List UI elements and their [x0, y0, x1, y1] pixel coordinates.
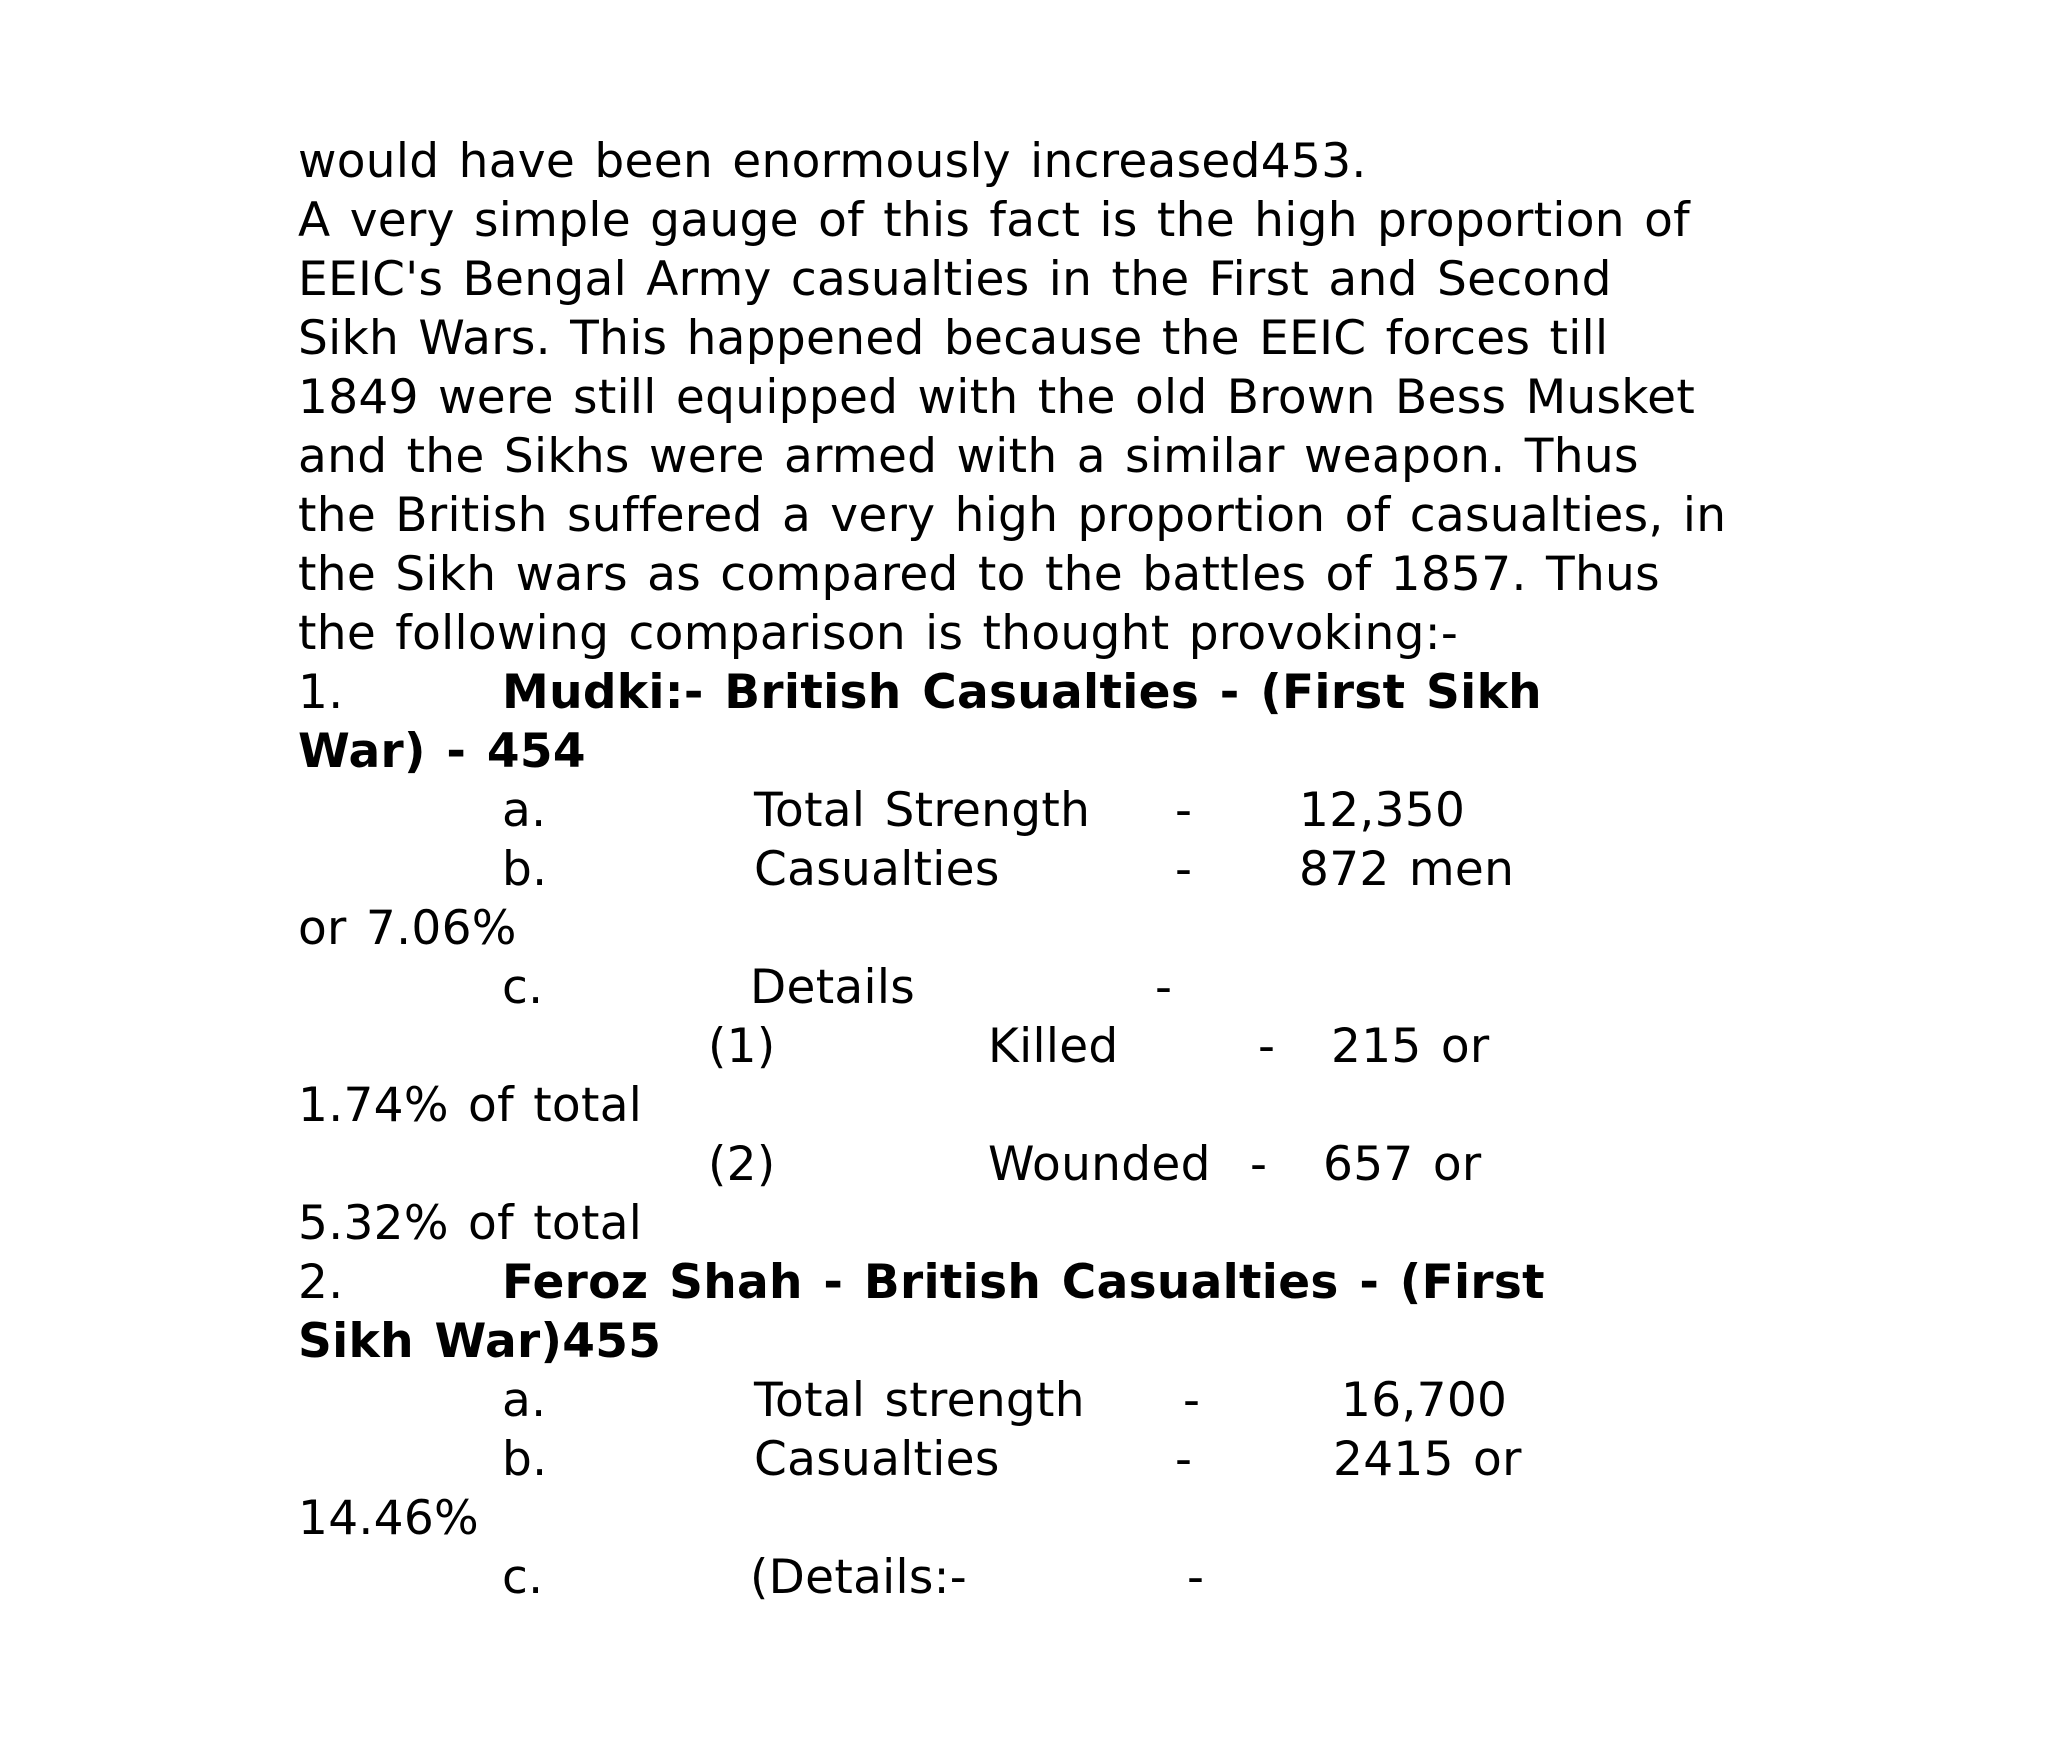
section-heading-continued: Sikh War)455: [298, 1314, 662, 1369]
detail-value-wrap: 5.32% of total: [298, 1196, 643, 1251]
paragraph-line: 1849 were still equipped with the old Brown Bess Musket: [298, 370, 1696, 425]
item-dash: -: [1175, 842, 1193, 897]
item-dash: -: [1187, 1550, 1205, 1605]
paragraph-line: and the Sikhs were armed with a similar weapon. Thus: [298, 429, 1639, 484]
detail-label: Killed: [988, 1019, 1119, 1074]
paragraph-line: Sikh Wars. This happened because the EEIC forces till: [298, 311, 1609, 366]
item-label: Total Strength: [754, 783, 1091, 838]
item-dash: -: [1175, 1432, 1193, 1487]
detail-value: 657 or: [1323, 1137, 1482, 1192]
item-letter: a.: [502, 783, 547, 838]
item-value: 12,350: [1299, 783, 1466, 838]
item-dash: -: [1155, 960, 1173, 1015]
item-letter: c.: [502, 1550, 544, 1605]
detail-value: 215 or: [1331, 1019, 1490, 1074]
section-number: 2.: [298, 1255, 344, 1310]
item-dash: -: [1183, 1373, 1201, 1428]
detail-value-wrap: 1.74% of total: [298, 1078, 643, 1133]
detail-dash: -: [1258, 1019, 1276, 1074]
item-value: 872 men: [1299, 842, 1515, 897]
item-letter: b.: [502, 1432, 548, 1487]
section-heading: Feroz Shah - British Casualties - (First: [502, 1255, 1545, 1310]
paragraph-line: would have been enormously increased453.: [298, 134, 1367, 189]
paragraph-line: A very simple gauge of this fact is the high proportion of: [298, 193, 1691, 248]
section-heading: Mudki:- British Casualties - (First Sikh: [502, 665, 1542, 720]
detail-number: (1): [708, 1019, 776, 1074]
item-letter: c.: [502, 960, 544, 1015]
paragraph-line: EEIC's Bengal Army casualties in the First and Second: [298, 252, 1612, 307]
item-letter: a.: [502, 1373, 547, 1428]
section-heading-continued: War) - 454: [298, 724, 586, 779]
paragraph-line: the Sikh wars as compared to the battles of 1857. Thus: [298, 547, 1660, 602]
detail-dash: -: [1250, 1137, 1268, 1192]
item-label: Details: [750, 960, 916, 1015]
item-value-wrap: 14.46%: [298, 1491, 480, 1546]
item-label: (Details:-: [750, 1550, 968, 1605]
item-letter: b.: [502, 842, 548, 897]
item-label: Casualties: [754, 842, 1000, 897]
detail-label: Wounded: [988, 1137, 1211, 1192]
item-value: 16,700: [1341, 1373, 1508, 1428]
section-number: 1.: [298, 665, 344, 720]
paragraph-line: the British suffered a very high proportion of casualties, in: [298, 488, 1727, 543]
item-label: Casualties: [754, 1432, 1000, 1487]
item-dash: -: [1175, 783, 1193, 838]
item-value-wrap: or 7.06%: [298, 901, 517, 956]
detail-number: (2): [708, 1137, 776, 1192]
paragraph-line: the following comparison is thought provoking:-: [298, 606, 1459, 661]
item-label: Total strength: [754, 1373, 1085, 1428]
item-value: 2415 or: [1333, 1432, 1522, 1487]
